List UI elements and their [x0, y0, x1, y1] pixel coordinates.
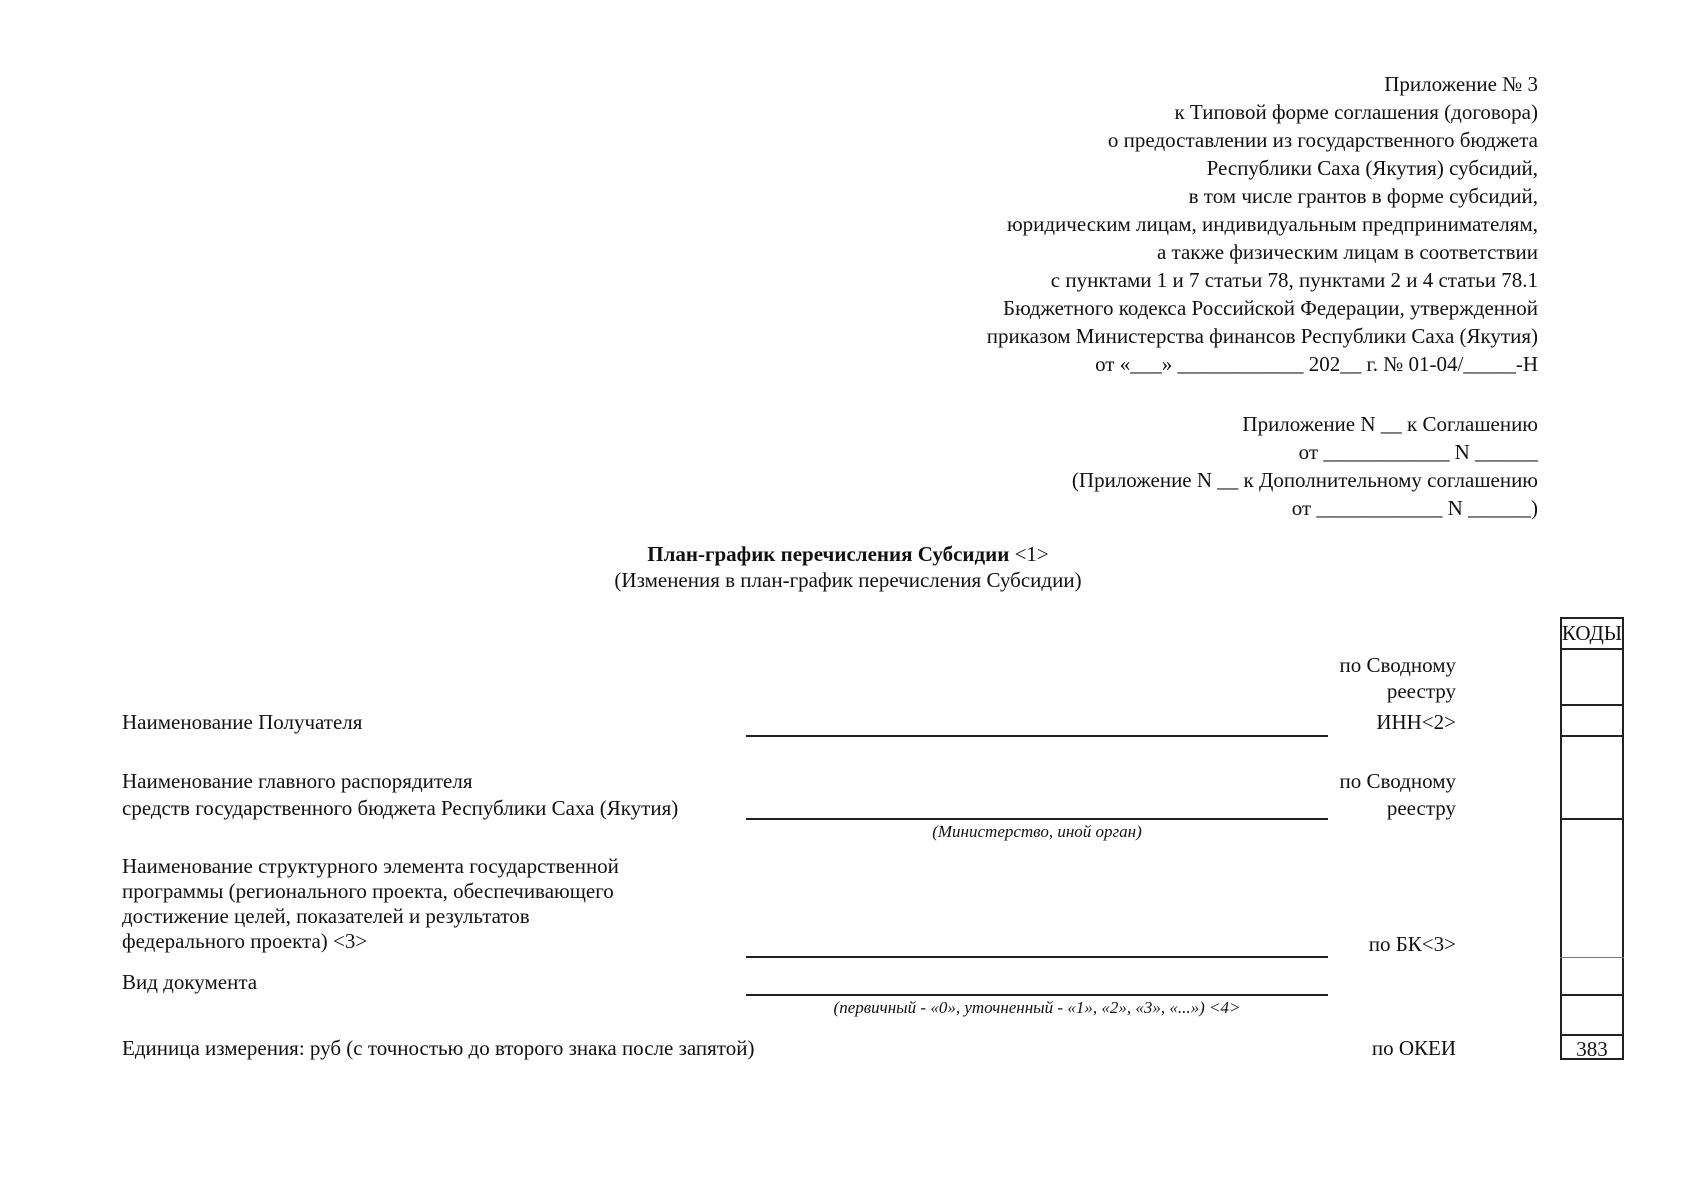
- program-label-line1: Наименование структурного элемента государственной: [122, 854, 619, 878]
- codes-divider: [1560, 957, 1624, 958]
- recipient-field[interactable]: [746, 735, 1328, 737]
- manager-label-line2: средств государственного бюджета Республики Саха (Якутия): [122, 796, 679, 820]
- header-line: а также физическим лицам в соответствии: [1156, 240, 1538, 264]
- codes-divider: [1560, 994, 1624, 996]
- code-label-svod2-b: реестру: [1386, 796, 1456, 820]
- codes-header: КОДЫ: [1561, 621, 1623, 645]
- header-line: юридическим лицам, индивидуальным предпринимателям,: [1006, 212, 1538, 236]
- header-line: Бюджетного кодекса Российской Федерации, утвержденной: [1003, 296, 1538, 320]
- program-label-line2: программы (регионального проекта, обеспечивающего: [122, 879, 614, 903]
- title-bold: План-график перечисления Субсидии: [647, 542, 1010, 566]
- recipient-label: Наименование Получателя: [122, 710, 363, 734]
- page-title: [0, 540, 1696, 568]
- title-footnote: <1>: [1009, 542, 1049, 566]
- header-line: приказом Министерства финансов Республики Саха (Якутия): [986, 324, 1538, 348]
- code-label-okei: по ОКЕИ: [1371, 1036, 1456, 1060]
- header-line: о предоставлении из государственного бюджета: [1107, 128, 1538, 152]
- code-label-svod1-a: по Сводному: [1339, 653, 1456, 677]
- header-line: Приложение № 3: [1384, 72, 1538, 96]
- unit-label: Единица измерения: руб (с точностью до второго знака после запятой): [122, 1036, 755, 1060]
- header-line: с пунктами 1 и 7 статьи 78, пунктами 2 и 4 статьи 78.1: [1050, 268, 1538, 292]
- code-label-svod2-a: по Сводному: [1339, 769, 1456, 793]
- manager-label-line1: Наименование главного распорядителя: [122, 769, 473, 793]
- manager-caption: (Министерство, иной орган): [932, 822, 1142, 841]
- manager-field[interactable]: [746, 818, 1328, 820]
- codes-divider: [1560, 704, 1624, 706]
- okei-code-value: 383: [1576, 1037, 1608, 1061]
- doctype-caption: (первичный - «0», уточненный - «1», «2», «3», «...») <4>: [833, 998, 1241, 1017]
- codes-header-cell: [1560, 617, 1624, 649]
- code-label-inn: ИНН<2>: [1376, 710, 1456, 734]
- codes-divider: [1560, 818, 1624, 820]
- appendix-line: от ____________ N ______): [1291, 496, 1538, 520]
- program-label-line3: достижение целей, показателей и результатов: [122, 904, 530, 928]
- appendix-line: (Приложение N __ к Дополнительному соглашению: [1071, 468, 1538, 492]
- header-line: к Типовой форме соглашения (договора): [1174, 100, 1538, 124]
- code-label-svod1-b: реестру: [1386, 679, 1456, 703]
- program-field[interactable]: [746, 956, 1328, 958]
- program-label-line4: федерального проекта) <3>: [122, 929, 368, 953]
- header-line: Республики Саха (Якутия) субсидий,: [1206, 156, 1538, 180]
- codes-divider: [1560, 735, 1624, 737]
- header-line: в том числе грантов в форме субсидий,: [1188, 184, 1538, 208]
- page-subtitle: (Изменения в план-график перечисления Субсидии): [614, 568, 1082, 592]
- codes-column: [1560, 648, 1624, 1060]
- appendix-line: от ____________ N ______: [1298, 440, 1538, 464]
- header-line: от «___» ____________ 202__ г. № 01-04/_____-Н: [1095, 352, 1538, 376]
- appendix-line: Приложение N __ к Соглашению: [1242, 412, 1538, 436]
- doctype-label: Вид документа: [122, 970, 258, 994]
- code-label-bk: по БК<3>: [1368, 932, 1456, 956]
- doctype-field[interactable]: [746, 994, 1328, 996]
